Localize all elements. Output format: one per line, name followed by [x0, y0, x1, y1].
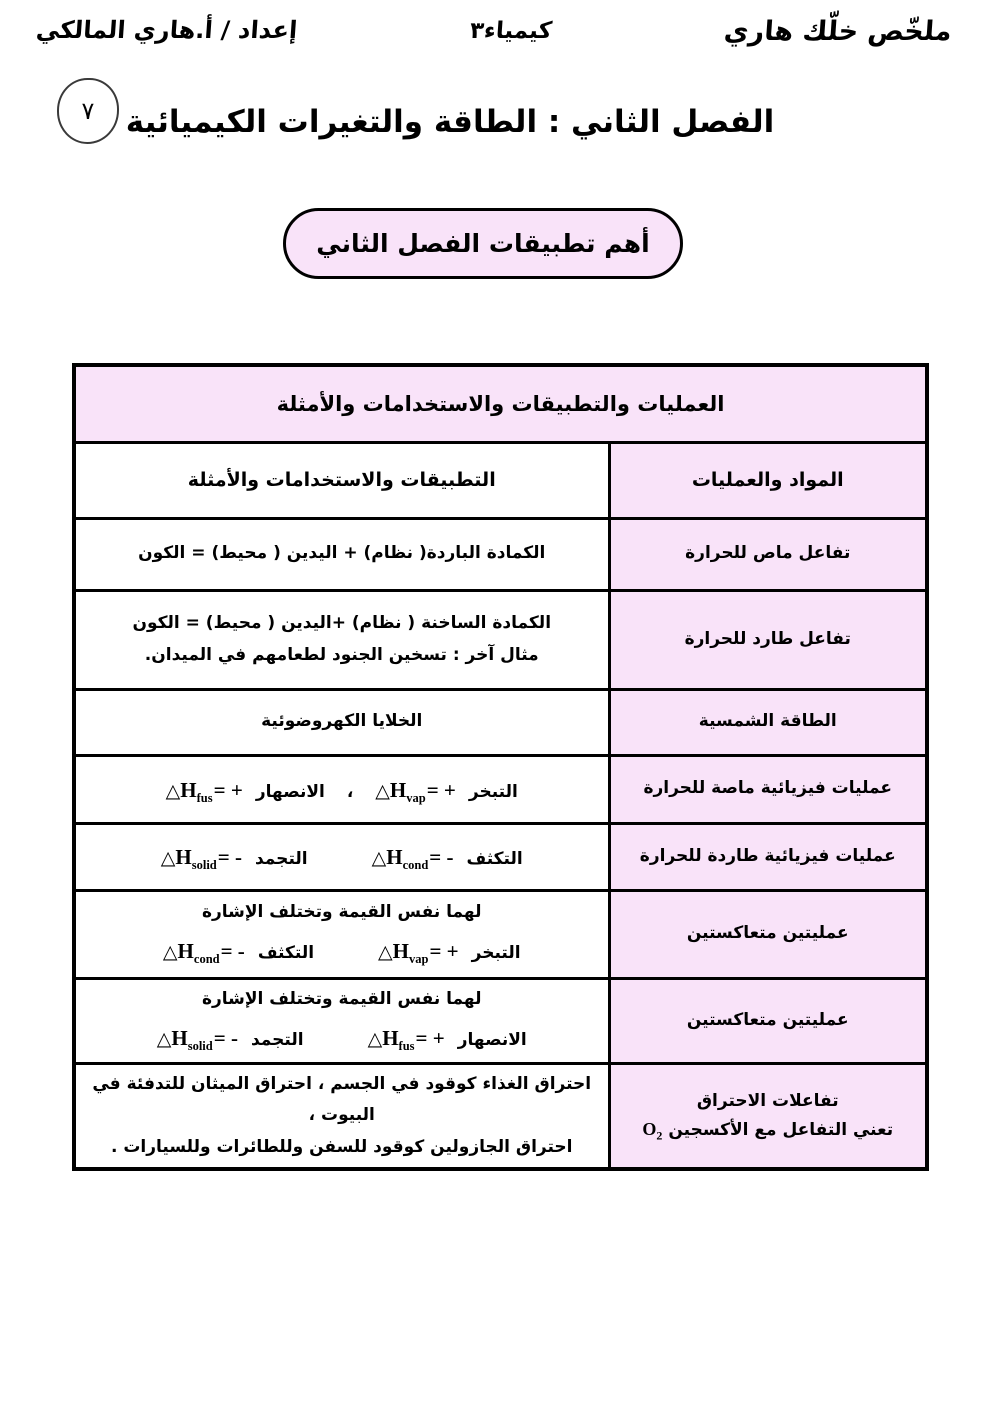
col-header-applications: التطبيقات والاستخدامات والأمثلة [74, 442, 609, 518]
delta-icon: △ [367, 1027, 383, 1050]
table-column-header-row [74, 442, 927, 518]
formula-pair [368, 1019, 527, 1058]
table-row [74, 890, 927, 978]
chapter-title: الفصل الثاني : الطاقة والتغيرات الكيميائية [125, 104, 775, 140]
row-label: عمليتين متعاكستين [609, 890, 927, 978]
table-title: العمليات والتطبيقات والاستخدامات والأمثلة [74, 365, 927, 442]
row-label: الطاقة الشمسية [609, 689, 927, 755]
applications-table [72, 363, 929, 1171]
table-row [74, 689, 927, 755]
delta-icon: △ [165, 779, 181, 802]
delta-h-term: $\triangle H_{vap}=$ + [375, 777, 456, 805]
row-content [74, 518, 609, 590]
header-author-text: إعداد / أ.هاري المالكي [35, 16, 299, 44]
delta-icon: △ [156, 1027, 172, 1050]
enthalpy-formula [86, 1019, 598, 1058]
formula-word: التبخر [471, 943, 521, 964]
row-label: عمليات فيزيائية ماصة للحرارة [609, 755, 927, 823]
delta-icon: △ [375, 779, 390, 802]
content-line: لهما نفس القيمة وتختلف الإشارة [201, 988, 482, 1009]
enthalpy-formula [86, 932, 598, 971]
delta-h-term: $\triangle H_{fus}=$ + [165, 777, 243, 805]
content-line: الكمادة الساخنة ( نظام) +اليدين ( محيط) = الكون [132, 613, 552, 634]
row-label: تفاعل طارد للحرارة [609, 590, 927, 689]
oxygen-symbol: $O_2$ [642, 1118, 663, 1143]
row-content [74, 590, 609, 689]
page-header [36, 16, 952, 47]
content-line: مثال آخر : تسخين الجنود لطعامهم في الميدان. [144, 644, 539, 665]
row-content [74, 823, 609, 890]
row-content [74, 1063, 609, 1169]
table-row [74, 590, 927, 689]
row-label: تفاعل ماص للحرارة [609, 518, 927, 590]
delta-h-term: $\triangle H_{cond}=$ - [371, 845, 454, 873]
formula-word: التكثف [257, 943, 315, 964]
formula-pair [375, 771, 518, 810]
formula-pair [163, 932, 314, 971]
formula-pair [372, 838, 523, 877]
delta-h-term: $\triangle H_{solid}=$ - [156, 1025, 238, 1054]
row-content [74, 689, 609, 755]
header-subject-text: كيمياء٣ [468, 18, 553, 44]
delta-icon: △ [371, 847, 387, 870]
header-brand-text: ملخّص خلّك هاري [723, 16, 954, 47]
row-content [74, 978, 609, 1063]
delta-icon: △ [160, 847, 176, 870]
enthalpy-formula [86, 771, 598, 810]
table-row [74, 518, 927, 590]
content-line: الخلايا الكهروضوئية [261, 711, 423, 732]
content-line: لهما نفس القيمة وتختلف الإشارة [201, 901, 482, 922]
formula-pair [161, 838, 308, 877]
formula-word: التجمد [254, 849, 308, 870]
page-number: ٧ [81, 97, 95, 125]
content-line: الكمادة الباردة( نظام) + اليدين ( محيط) = الكون [138, 543, 546, 564]
formula-comma: ، [346, 781, 354, 802]
delta-h-term: $\triangle H_{vap}=$ + [378, 939, 459, 967]
label-line: تفاعلات الاحتراق [696, 1090, 839, 1111]
formula-pair [157, 1019, 304, 1058]
content-line: احتراق الجازولين كوقود للسفن وللطائرات وللسيارات . [110, 1136, 573, 1157]
formula-word: التجمد [250, 1029, 304, 1050]
row-content [74, 890, 609, 978]
col-header-materials: المواد والعمليات [609, 442, 927, 518]
row-label: عمليات فيزيائية طاردة للحرارة [609, 823, 927, 890]
delta-h-term: $\triangle H_{solid}=$ - [160, 845, 242, 873]
formula-word: التكثف [466, 849, 523, 870]
row-label [609, 1063, 927, 1169]
label-line: تعني التفاعل مع الأكسجين $O_2$ [642, 1118, 894, 1143]
content-line: احتراق الغذاء كوقود في الجسم ، احتراق الميثان للتدفئة في البيوت ، [92, 1073, 592, 1126]
applications-pill: أهم تطبيقات الفصل الثاني [283, 208, 683, 279]
formula-pair [378, 932, 521, 971]
delta-h-term: $\triangle H_{cond}=$ - [162, 939, 245, 967]
table-row [74, 978, 927, 1063]
formula-word: التبخر [468, 781, 518, 802]
enthalpy-formula [86, 838, 598, 877]
table-title-row [74, 365, 927, 442]
formula-word: الانصهار [255, 781, 325, 802]
delta-icon: △ [162, 941, 178, 964]
delta-icon: △ [378, 941, 393, 964]
formula-pair [166, 771, 325, 810]
delta-h-term: $\triangle H_{fus}=$ + [367, 1025, 445, 1054]
row-label: عمليتين متعاكستين [609, 978, 927, 1063]
table-row [74, 1063, 927, 1169]
row-content [74, 755, 609, 823]
formula-word: الانصهار [457, 1029, 527, 1050]
table-row [74, 755, 927, 823]
table-row [74, 823, 927, 890]
